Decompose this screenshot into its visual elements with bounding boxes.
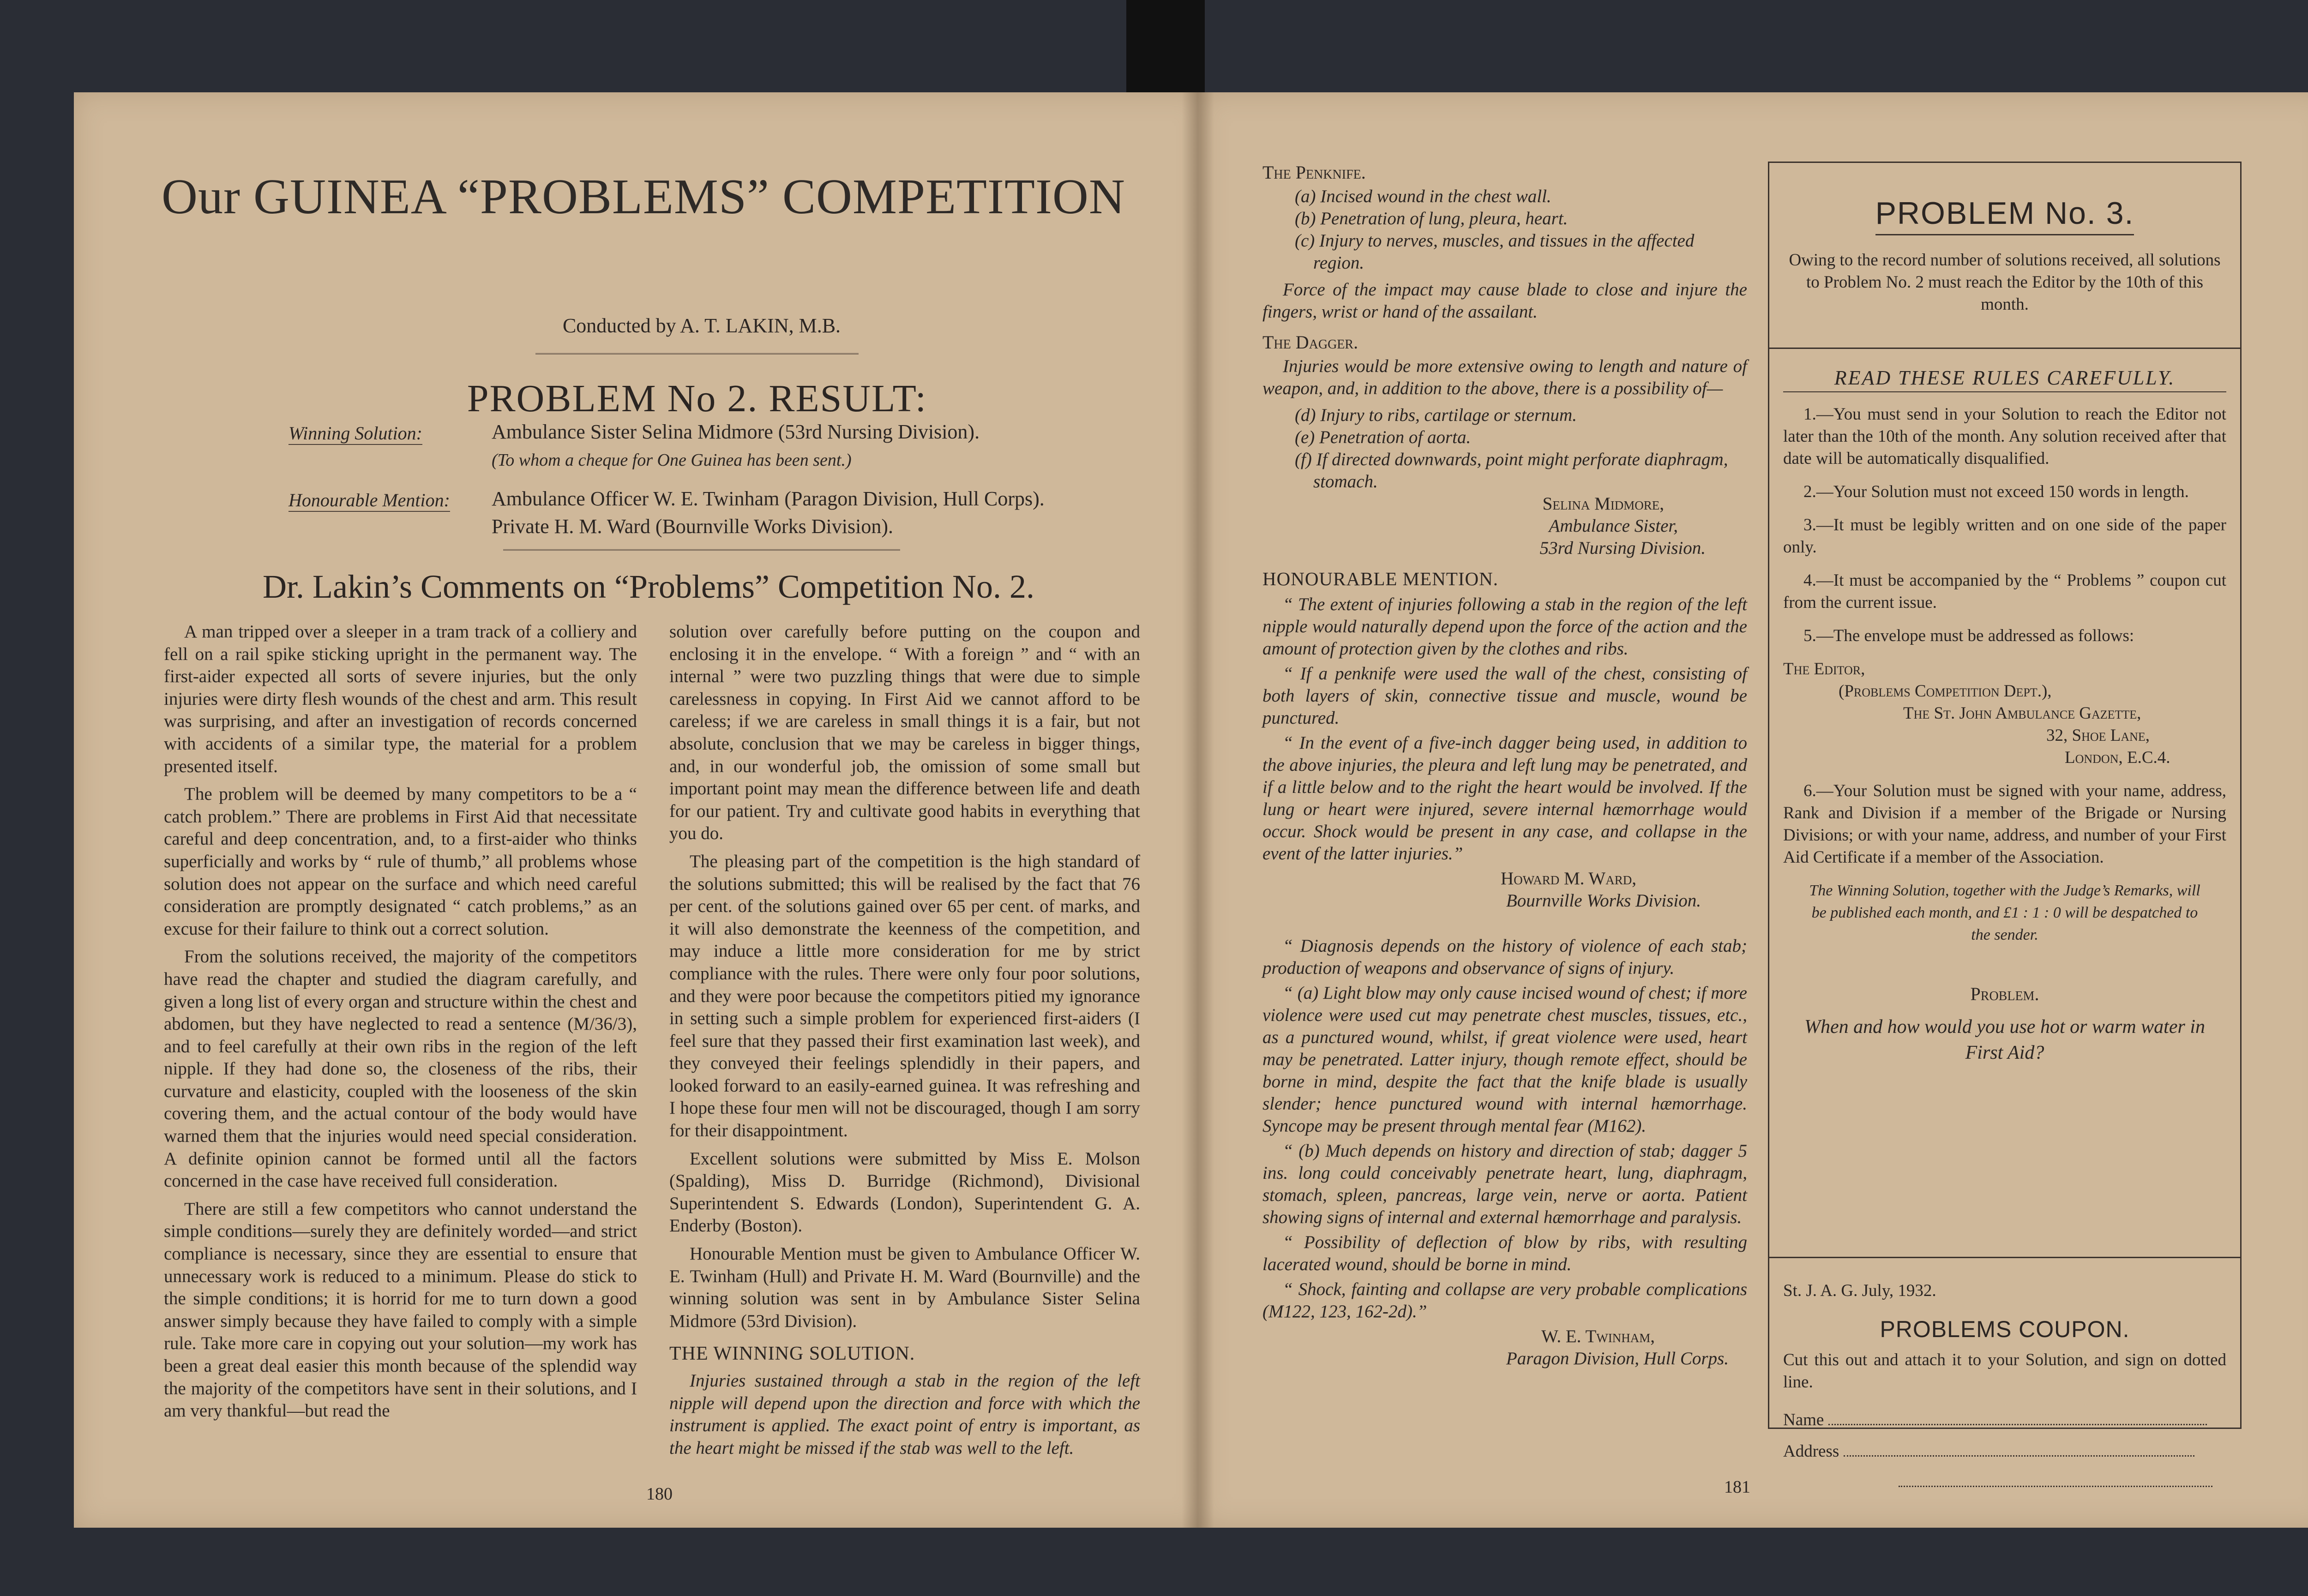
problem-heading: Problem. [1970,984,2039,1004]
problem-3-title: PROBLEM No. 3. [1875,196,2134,231]
rules-heading: READ THESE RULES CAREFULLY. [1834,366,2176,389]
paragraph: solution over carefully before putting on the coupon and enclosing it in the envelope. “ With a foreign ” and “ with an internal ” were two puzzling things that were due to simple carelessness in copying. In First Aid we cannot afford to be careless; if we are careless in small things it is a fair, but not absolute, conclusion that we may be careless in bigger things, and, in our wonderful job, the omission of some small but important point may mean the difference between life and death for our patient. Try and cultivate good habits in everything that you do. [669,622,1140,844]
quote-paragraph: “ In the event of a five-inch dagger being used, in addition to the above injuries, the pleura and left lung may be penetrated, and if a little below and to the right the heart would be involved. If the lung or heart were injured, severe internal hæmorrhage would occur. Shock would be present in any case, and collapse in the event of the latter injuries.” [1262,733,1747,864]
dagger-text: Injuries would be more extensive owing to length and nature of weapon, and, in addition to the above, there is a possibility of— [1262,356,1747,398]
quote-paragraph: “ The extent of injuries following a stab in the region of the left nipple would naturally depend upon the force of the action and the amount of protection given by the clothes and ribs. [1262,594,1747,659]
page-number: 180 [646,1484,673,1504]
dagger-heading: The Dagger. [1262,332,1358,353]
problem-3-intro: Owing to the record number of solutions received, all solutions to Problem No. 2 must reach the Editor by the 10th of this month. [1789,251,2221,314]
paragraph: The pleasing part of the competition is the high standard of the solutions submitted; this will be realised by the fact that 76 per cent. of the solutions gained over 65 per cent. of marks, and it will also demonstrate the keenness of the competition, and may induce a little more consideration for me by strict compliance with the rules. There were only four poor solutions, and they were poor because the competitors pitied my ignorance in setting such a simple problem for experienced first-aiders (I feel sure that they passed their first examination last week), and they conveyed their feelings splendidly in their papers, and looked forward to an easily-earned guinea. It was refreshing and I hope these four men will not be discouraged, though I am sorry for their disappointment. [669,851,1140,1141]
penknife-item: (b) Penetration of lung, pleura, heart. [1295,209,1568,228]
problem-question: When and how would you use hot or warm water in First Aid? [1804,1016,2205,1063]
address-line: London, E.C.4. [2065,748,2170,767]
address-line: The St. John Ambulance Gazette, [1903,704,2141,723]
address-field-2[interactable] [1899,1486,2212,1487]
address-line: 32, Shoe Lane, [2046,726,2150,745]
dagger-item: (d) Injury to ribs, cartilage or sternum. [1295,405,1577,425]
paragraph: From the solutions received, the majority of the competitors have read the chapter and studied the diagram carefully, and given a long list of every organ and structure within the chest and abdomen, but they have neglected to read a sentence (M/36/3), and to feel carefully at their own ribs in the region of the left nipple. If they had done so, the closeness of the ribs, their curvature and elasticity, coupled with the looseness of the skin covering them, and the actual contour of the body would have warned them that the injuries would need special consideration. A definite opinion cannot be formed until all the factors concerned in the case have received full consideration. [164,947,637,1191]
coupon-issue: St. J. A. G. July, 1932. [1783,1281,1936,1300]
quote-paragraph: “ Diagnosis depends on the history of violence of each stab; production of weapons and observance of signs of injury. [1262,936,1747,978]
force-text: Force of the impact may cause blade to close and injure the fingers, wrist or hand of the assailant. [1262,280,1747,322]
quote-paragraph: “ If a penknife were used the wall of the chest, consisting of both layers of skin, connective tissue and muscle, wound be punctured. [1262,664,1747,728]
title-underline [1875,234,2134,235]
signature-name: Selina Midmore, [1542,494,1664,514]
address-label: Address [1783,1442,1839,1461]
winning-note: (To whom a cheque for One Guinea has been sent.) [492,450,852,470]
signature-division: 53rd Nursing Division. [1539,538,1706,558]
article-column-2 [669,621,1140,1465]
answers-column [1262,162,1747,1370]
box-divider [1769,348,2240,349]
winning-label: Winning Solution: [288,422,422,445]
address-line: (Problems Competition Dept.), [1839,682,2052,701]
penknife-item: (a) Incised wound in the chest wall. [1295,186,1551,206]
quote-paragraph: “ (a) Light blow may only cause incised wound of chest; if more violence were used cut may penetrate chest muscles, tissues, etc., as a punctured wound, whilst, if great violence were used, heart may be penetrated. Latter injury, though remote effect, should be borne in mind, despite the fact that the knife blade is usually slender; hence punctured wound with internal hæmorrhage. Syncope may be present through mental fear (M162). [1262,983,1747,1136]
signature-role: Ambulance Sister, [1549,516,1678,536]
paragraph: The problem will be deemed by many competitors to be a “ catch problem.” There are problems in First Aid that necessitate careful and deep concentration, and, to a first-aider who thinks superficially and works by “ rule of thumb,” all problems whose solution does not appear on the surface and which need careful consideration are promptly designated “ catch problems,” as an excuse for their failure to think out a correct solution. [164,784,637,939]
penknife-heading: The Penknife. [1262,162,1366,183]
left-page [74,92,1205,1528]
article-column-1 [164,621,637,1428]
honourable-label: Honourable Mention: [288,489,450,512]
quote-paragraph: “ Possibility of deflection of blow by ribs, with resulting lacerated wound, should be borne in mind. [1262,1232,1747,1274]
winning-solution-text: Injuries sustained through a stab in the region of the left nipple will depend upon the direction and force with which the instrument is applied. The exact point of entry is important, as the heart might be missed if the stab was well to the left. [669,1371,1140,1458]
winning-solution-heading: THE WINNING SOLUTION. [669,1343,915,1365]
paragraph: A man tripped over a sleeper in a tram track of a colliery and fell on a rail spike sticking upright in the permanent way. The first-aider expected all sorts of severe injuries, but the only injuries were dirty flesh wounds of the chest and arm. This result was surprising, and after an investigation of records concerned with accidents of a similar type, the material for a problem presented itself. [164,622,637,776]
coupon-title: PROBLEMS COUPON. [1880,1316,2130,1342]
competition-title: Our GUINEA “PROBLEMS” COMPETITION [162,169,1125,224]
address-line: The Editor, [1783,660,1865,678]
honourable-mention-heading: HONOURABLE MENTION. [1262,568,1498,589]
dagger-item: (e) Penetration of aorta. [1295,427,1471,447]
page-number: 181 [1724,1477,1750,1497]
coupon-instructions: Cut this out and attach it to your Solution, and sign on dotted line. [1783,1350,2226,1392]
coupon-address-row [1783,1440,2226,1463]
rule-item: 5.—The envelope must be addressed as follows: [1803,626,2134,645]
right-page [1200,92,2308,1528]
coupon-cut-line [1769,1257,2240,1258]
paragraph: Excellent solutions were submitted by Miss E. Molson (Spalding), Miss D. Burridge (Richmond), Divisional Superintendent S. Edwards (London), Superintendent G. A. Enderby (Boston). [669,1148,1140,1236]
rule-item: 6.—Your Solution must be signed with your name, address, Rank and Division if a member of the Brigade or Nursing Divisions; or with your name, address, and number of your First Aid Certificate if a member of the Association. [1783,781,2226,867]
divider [535,353,859,354]
paragraph: Honourable Mention must be given to Ambulance Officer W. E. Twinham (Hull) and Private H. M. Ward (Bournville) and the winning solution was sent in by Ambulance Sister Selina Midmore (53rd Division). [669,1244,1140,1331]
divider [503,549,900,551]
rules-underline [1783,391,2226,392]
signature-name: W. E. Twinham, [1541,1326,1655,1346]
paragraph: There are still a few competitors who cannot understand the simple conditions—surely they are definitely worded—and strict compliance is necessary, since they are essential to ensure that unnecessary work is reduced to a minimum. Please do stick to the simple conditions; it is horrid for me to turn down a good answer simply because they have failed to comply with a simple rule. Take more care in copying out your solution—my work has been a great deal easier this month because of the splendid way the majority of the competitors have sent in their solutions, and I am very thankful—but read the [164,1199,637,1421]
honourable-line-2: Private H. M. Ward (Bournville Works Division). [492,515,893,538]
rule-item: 3.—It must be legibly written and on one side of the paper only. [1783,516,2226,557]
winning-note: The Winning Solution, together with the Judge’s Remarks, will be published each month, and £1 : 1 : 0 will be despatched to the sender. [1809,882,2200,943]
name-label: Name [1783,1410,1824,1429]
comments-heading: Dr. Lakin’s Comments on “Problems” Competition No. 2. [263,568,1034,605]
address-field[interactable] [1844,1455,2194,1457]
signature-division: Bournville Works Division. [1506,891,1701,911]
problem-result-heading: PROBLEM No 2. RESULT: [467,377,927,420]
spine-shadow [1182,92,1214,1528]
signature-name: Howard M. Ward, [1501,869,1636,888]
signature-division: Paragon Division, Hull Corps. [1506,1349,1729,1368]
honourable-line-1: Ambulance Officer W. E. Twinham (Paragon Division, Hull Corps). [492,487,1045,510]
coupon-name-row [1783,1409,2226,1431]
quote-paragraph: “ Shock, fainting and collapse are very probable complications (M122, 123, 162-2d).” [1262,1279,1747,1321]
rule-item: 1.—You must send in your Solution to reach the Editor not later than the 10th of the month. Any solution received after that date will be automatically disqualified. [1783,405,2226,468]
winning-line: Ambulance Sister Selina Midmore (53rd Nursing Division). [492,420,980,443]
name-field[interactable] [1828,1424,2207,1425]
rule-item: 2.—Your Solution must not exceed 150 words in length. [1803,482,2189,501]
dagger-item: (f) If directed downwards, point might perforate diaphragm, stomach. [1295,450,1728,492]
quote-paragraph: “ (b) Much depends on history and direction of stab; dagger 5 ins. long could conceivably penetrate heart, lung, diaphragm, stomach, spleen, pancreas, large vein, nerve or aorta. Patient showing signs of internal and external hæmorrhage and paralysis. [1262,1141,1747,1227]
coupon-address-row-2 [1899,1481,2226,1489]
problem-3-box [1768,162,2242,1461]
rule-item: 4.—It must be accompanied by the “ Problems ” coupon cut from the current issue. [1783,571,2226,612]
penknife-item: (c) Injury to nerves, muscles, and tissues in the affected region. [1295,231,1695,273]
conducted-by: Conducted by A. T. LAKIN, M.B. [562,314,841,337]
